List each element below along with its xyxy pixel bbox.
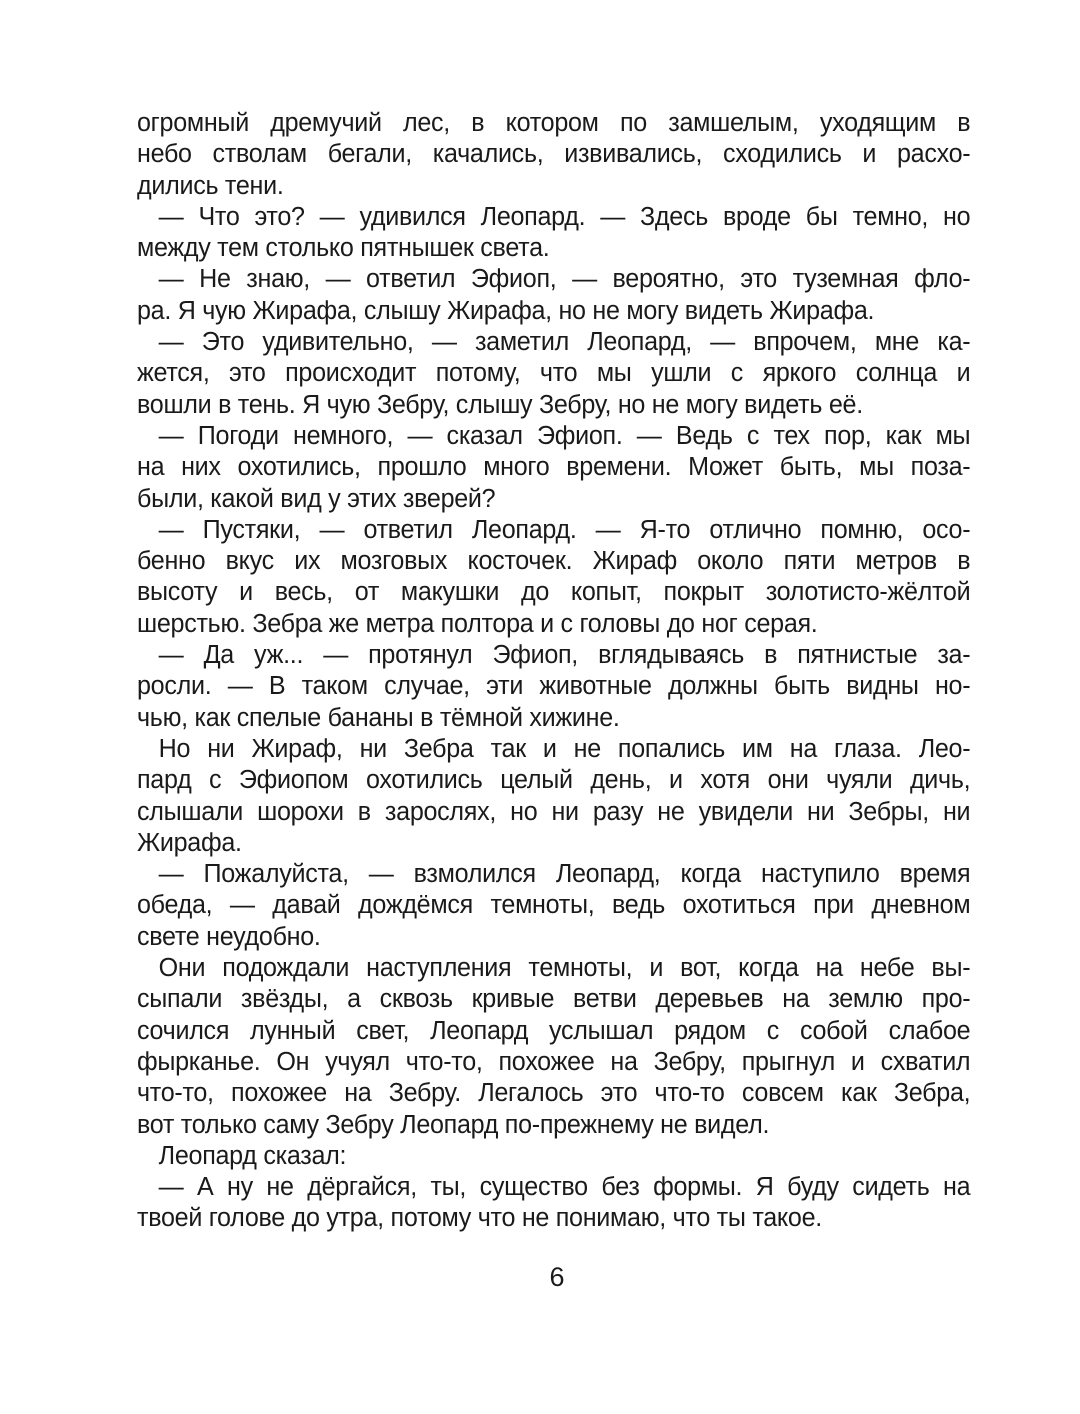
text-line: росли. — В таком случае, эти животные должны быть видны но- <box>137 672 971 701</box>
paragraph <box>137 421 970 515</box>
text-line: — Что это? — удивился Леопард. — Здесь вроде бы темно, но <box>158 202 971 231</box>
text-line: шерстью. Зебра же метра полтора и с головы до ног серая. <box>137 609 818 638</box>
text-line: свете неудобно. <box>137 922 321 951</box>
text-line: пард с Эфиопом охотились целый день, и хотя они чуяли дичь, <box>137 766 971 795</box>
paragraph <box>137 859 970 953</box>
text-line: сыпали звёзды, а сквозь кривые ветви деревьев на землю про- <box>137 985 971 1014</box>
text-line: слышали шорохи в зарослях, но ни разу не увидели ни Зебры, ни <box>137 797 971 826</box>
paragraph <box>137 1141 970 1172</box>
paragraph <box>137 202 970 265</box>
text-line: сочился лунный свет, Леопард услышал рядом с собой слабое <box>137 1016 971 1045</box>
text-line: — Да уж... — протянул Эфиоп, вглядываясь в пятнистые за- <box>158 641 971 670</box>
paragraph <box>137 327 970 421</box>
text-line: вот только саму Зебру Леопард по-прежнему не видел. <box>137 1110 770 1139</box>
text-line: — А ну не дёргайся, ты, существо без формы. Я буду сидеть на <box>158 1173 971 1202</box>
text-line: — Пожалуйста, — взмолился Леопард, когда наступило время <box>158 860 971 889</box>
text-line: ра. Я чую Жирафа, слышу Жирафа, но не могу видеть Жирафа. <box>137 296 875 325</box>
paragraph <box>137 1172 970 1235</box>
paragraph <box>137 953 970 1141</box>
text-line: высоту и весь, от макушки до копыт, покрыт золотисто-жёлтой <box>137 578 971 607</box>
paragraph <box>137 734 970 859</box>
text-line: что-то, похожее на Зебру. Легалось это что-то совсем как Зебра, <box>137 1079 971 1108</box>
text-line: жется, это происходит потому, что мы ушли с яркого солнца и <box>137 359 971 388</box>
text-line: — Это удивительно, — заметил Леопард, — впрочем, мне ка- <box>158 328 971 357</box>
text-line: бенно вкус их мозговых косточек. Жираф около пяти метров в <box>137 547 971 576</box>
paragraph <box>137 515 970 640</box>
text-line: фырканье. Он учуял что-то, похожее на Зебру, прыгнул и схватил <box>137 1047 971 1076</box>
text-line: Они подождали наступления темноты, и вот, когда на небе вы- <box>158 954 971 983</box>
text-line: вошли в тень. Я чую Зебру, слышу Зебру, но не могу видеть её. <box>137 390 863 419</box>
body-text <box>137 108 970 1235</box>
text-line: дились тени. <box>137 171 284 200</box>
text-line: Леопард сказал: <box>158 1141 347 1170</box>
text-line: Жирафа. <box>137 828 242 857</box>
text-line: небо стволам бегали, качались, извивались, сходились и расхо- <box>137 140 971 169</box>
paragraph <box>137 640 970 734</box>
paragraph <box>137 264 970 327</box>
text-line: между тем столько пятнышек света. <box>137 234 550 263</box>
text-line: — Погоди немного, — сказал Эфиоп. — Ведь с тех пор, как мы <box>158 421 971 450</box>
paragraph <box>137 108 970 202</box>
text-line: чью, как спелые бананы в тёмной хижине. <box>137 703 620 732</box>
text-line: были, какой вид у этих зверей? <box>137 484 496 513</box>
text-line: на них охотились, прошло много времени. Может быть, мы поза- <box>137 453 971 482</box>
text-line: огромный дремучий лес, в котором по замшелым, уходящим в <box>137 109 971 137</box>
text-line: твоей голове до утра, потому что не понимаю, что ты такое. <box>137 1204 822 1233</box>
text-line: — Пустяки, — ответил Леопард. — Я-то отлично помню, осо- <box>158 515 971 544</box>
text-line: обеда, — давай дождёмся темноты, ведь охотиться при дневном <box>137 891 971 920</box>
text-line: Но ни Жираф, ни Зебра так и не попались им на глаза. Лео- <box>158 734 971 763</box>
page-number: 6 <box>549 1262 565 1292</box>
text-line: — Не знаю, — ответил Эфиоп, — вероятно, это туземная фло- <box>158 265 971 294</box>
